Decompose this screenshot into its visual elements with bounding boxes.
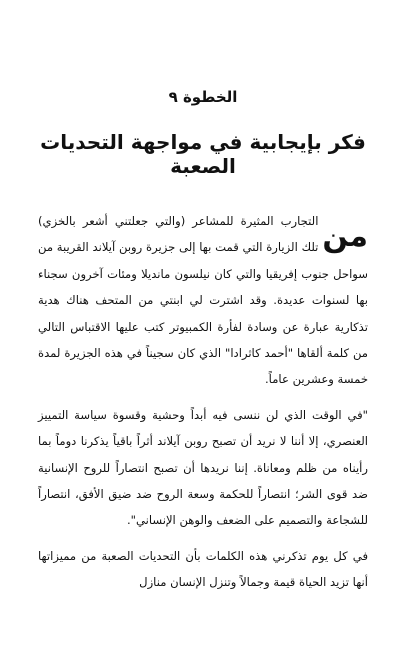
drop-cap: من — [322, 219, 368, 254]
step-heading: الخطوة ٩ — [168, 88, 238, 106]
paragraph-3: في كل يوم تذكرني هذه الكلمات بأن التحديات الصعبة من مميزاتها أنها تزيد الحياة قيمة وجمالاً وتنزل الإنسان منازل — [38, 548, 368, 590]
paragraph-2: "في الوقت الذي لن ننسى فيه أبداً وحشية وقسوة سياسة التمييز العنصري، إلا أننا لا نريد أن تصبح روبن آيلاند أثراً باقياً يذكرنا دوماً بما رأيناه من ظلم ومعاناة. إننا نريدها أن تصبح انتصاراً للروح الإنسانية ضد قوى الشر؛ انتصاراً للحكمة وسعة الروح ضد ضيق الأفق، انتصاراً للشجاعة والتصميم على الضعف والوهن الإنساني". — [38, 407, 368, 528]
paragraph-1 — [38, 208, 368, 393]
chapter-subtitle: فكر بإيجابية في مواجهة التحديات الصعبة — [40, 130, 366, 178]
body-text — [38, 208, 368, 596]
paragraph-1-text: التجارب المثيرة للمشاعر (والتي جعلتني أشعر بالخزي) تلك الزيارة التي قمت بها إلى جزيرة روبن آيلاند القريبة من سواحل جنوب إفريقيا والتي كان نيلسون مانديلا ومئات آخرون سجناء بها لسنوات عديدة. وقد اشترت لي ابنتي من المتحف هناك هدية تذكارية عبارة عن وسادة لفأرة الكمبيوتر كتب عليها الاقتباس التالي من كلمة ألقاها "أحمد كاثرادا" الذي كان سجيناً في هذه الجزيرة لمدة خمسة وعشرين عاماً. — [38, 214, 368, 387]
